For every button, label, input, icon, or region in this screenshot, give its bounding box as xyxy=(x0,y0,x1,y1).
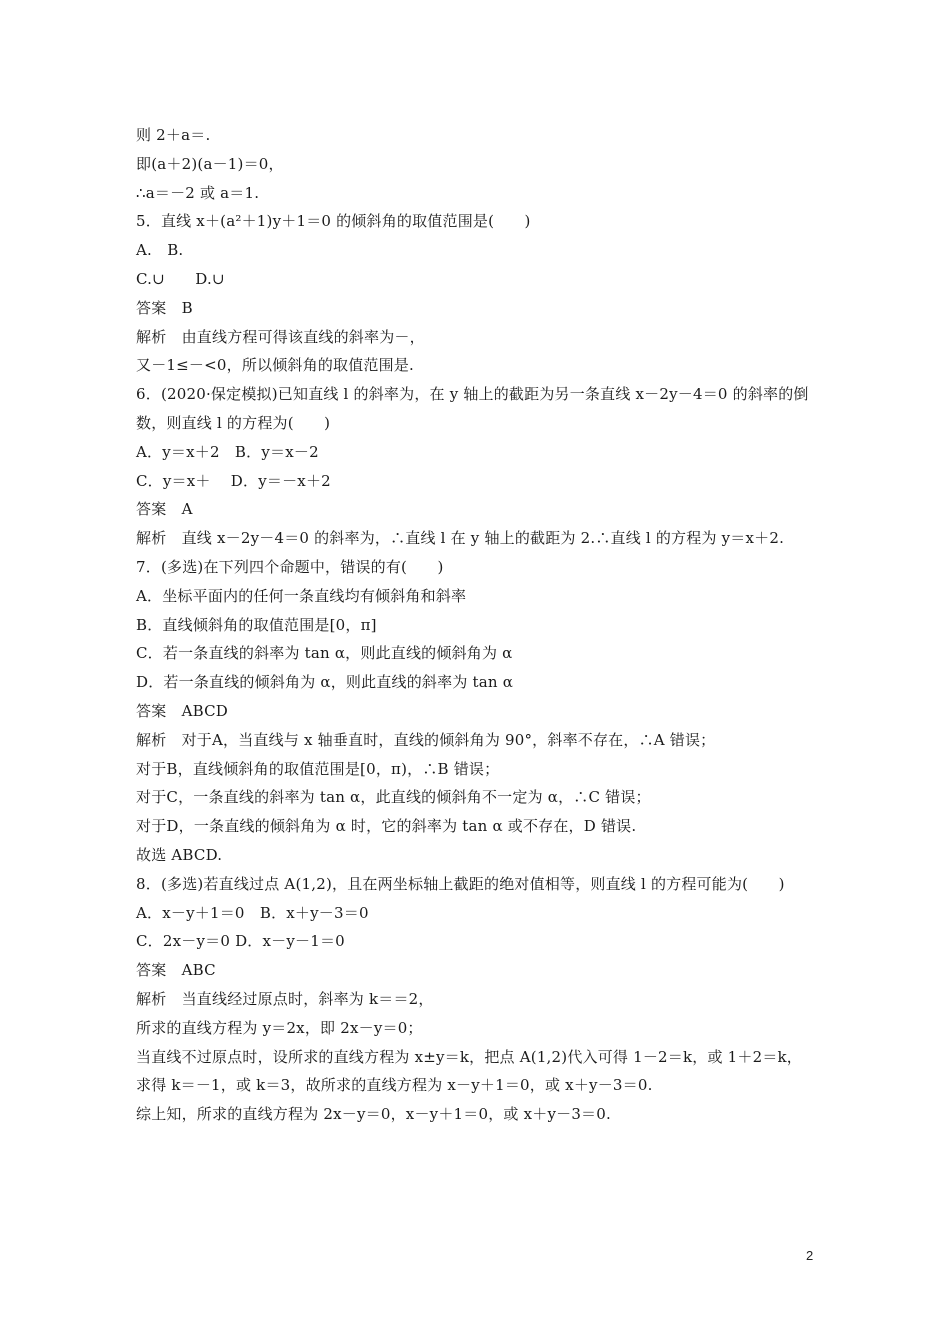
page-content xyxy=(136,121,820,1129)
question-5-options-cd: C.∪ D.∪ xyxy=(136,269,225,288)
question-7-option-a: A．坐标平面内的任何一条直线均有倾斜角和斜率 xyxy=(136,586,467,605)
question-8-answer: 答案 ABC xyxy=(136,961,216,980)
text-line: 即(a＋2)(a－1)＝0， xyxy=(136,154,284,173)
text-line: 求得 k＝－1，或 k＝3，故所求的直线方程为 x－y＋1＝0，或 x＋y－3＝0. xyxy=(136,1076,653,1095)
question-5-stem: 5．直线 x＋(a²＋1)y＋1＝0 的倾斜角的取值范围是( ) xyxy=(136,212,531,231)
text-line: 对于C，一条直线的斜率为 tan α，此直线的倾斜角不一定为 α，∴C 错误； xyxy=(136,788,651,807)
question-5-answer: 答案 B xyxy=(136,298,193,317)
question-5-analysis: 解析 由直线方程可得该直线的斜率为－， xyxy=(136,327,425,346)
question-6-answer: 答案 A xyxy=(136,500,193,519)
question-8-options-cd: C．2x－y＝0 D．x－y－1＝0 xyxy=(136,932,345,951)
text-line: 综上知，所求的直线方程为 2x－y＝0，x－y＋1＝0，或 x＋y－3＝0. xyxy=(136,1105,611,1124)
question-8-analysis: 解析 当直线经过原点时，斜率为 k＝＝2， xyxy=(136,989,434,1008)
text-line: 故选 ABCD. xyxy=(136,845,223,864)
text-line: 对于B，直线倾斜角的取值范围是[0，π)，∴B 错误； xyxy=(136,759,500,778)
text-line: 对于D，一条直线的倾斜角为 α 时，它的斜率为 tan α 或不存在，D 错误. xyxy=(136,817,637,836)
question-7-option-b: B．直线倾斜角的取值范围是[0，π] xyxy=(136,615,377,634)
text-line: 所求的直线方程为 y＝2x，即 2x－y＝0； xyxy=(136,1018,423,1037)
question-6-stem: 6．(2020·保定模拟)已知直线 l 的斜率为，在 y 轴上的截距为另一条直线 x－2y－4＝0 的斜率的倒数，则直线 l 的方程为( ) xyxy=(136,385,809,432)
text-line: 当直线不过原点时，设所求的直线方程为 x±y＝k，把点 A(1,2)代入可得 1－2＝k，或 1＋2＝k， xyxy=(136,1047,803,1066)
question-7-analysis: 解析 对于A，当直线与 x 轴垂直时，直线的倾斜角为 90°，斜率不存在，∴A 错误； xyxy=(136,730,716,749)
question-7-answer: 答案 ABCD xyxy=(136,701,229,720)
page-number: 2 xyxy=(806,1248,814,1263)
question-6-options-ab: A．y＝x＋2 B．y＝x－2 xyxy=(136,442,319,461)
text-line: 则 2＋a＝. xyxy=(136,126,211,144)
text-line: 又－1≤－<0，所以倾斜角的取值范围是. xyxy=(136,356,414,375)
question-8-options-ab: A．x－y＋1＝0 B．x＋y－3＝0 xyxy=(136,903,369,922)
question-6-options-cd: C．y＝x＋ D．y＝－x＋2 xyxy=(136,471,331,490)
question-5-options-ab: A. B. xyxy=(136,241,184,260)
question-7-stem: 7．(多选)在下列四个命题中，错误的有( ) xyxy=(136,557,444,576)
question-7-option-d: D．若一条直线的倾斜角为 α，则此直线的斜率为 tan α xyxy=(136,673,514,692)
text-line: ∴a＝－2 或 a＝1. xyxy=(136,183,260,202)
question-7-option-c: C．若一条直线的斜率为 tan α，则此直线的倾斜角为 α xyxy=(136,644,513,663)
question-6-analysis: 解析 直线 x－2y－4＝0 的斜率为，∴直线 l 在 y 轴上的截距为 2.∴直线 l 的方程为 y＝x＋2. xyxy=(136,529,785,548)
question-8-stem: 8．(多选)若直线过点 A(1,2)，且在两坐标轴上截距的绝对值相等，则直线 l 的方程可能为( ) xyxy=(136,874,785,893)
